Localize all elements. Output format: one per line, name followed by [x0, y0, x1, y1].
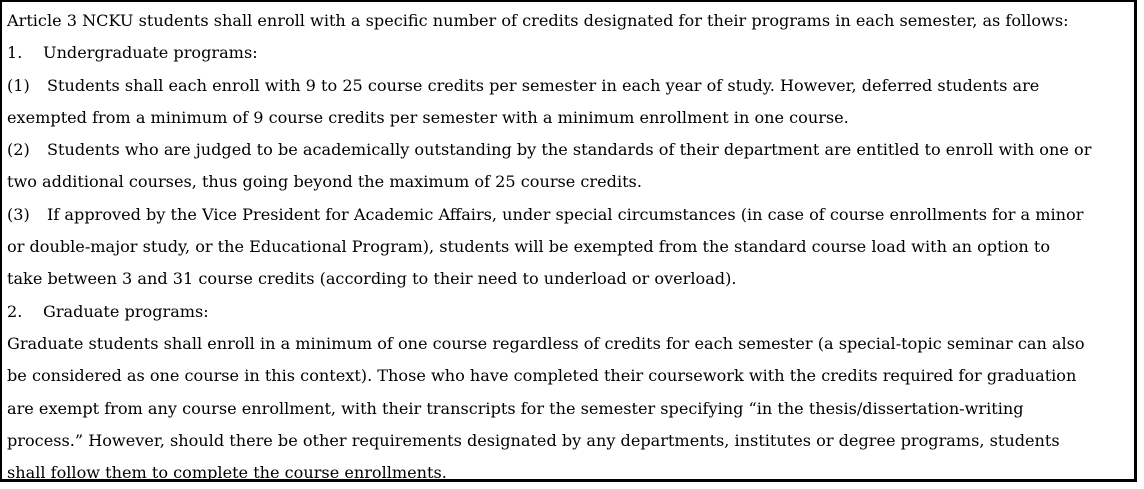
graduate-line-1: Graduate students shall enroll in a minimum of one course regardless of credits for each semester (a special-topic seminar can also [7, 333, 1085, 353]
sub-item-number: (1) [7, 75, 30, 95]
item-heading: Graduate programs: [43, 301, 209, 321]
sub-item-text: If approved by the Vice President for Academic Affairs, under special circumstances (in case of course enrollments for a minor [47, 204, 1084, 224]
article-intro: Article 3 NCKU students shall enroll with a specific number of credits designated for their programs in each semester, as follows: [7, 11, 1069, 30]
sub-item-3-line-3: take between 3 and 31 course credits (according to their need to underload or overload). [7, 269, 737, 289]
sub-item-number: (3) [7, 204, 30, 224]
item-graduate [7, 296, 1135, 328]
item-heading: Undergraduate programs: [43, 43, 258, 63]
sub-item-text: Students who are judged to be academically outstanding by the standards of their department are entitled to enroll with one or [47, 140, 1092, 160]
article-text [7, 5, 1135, 489]
sub-item-3-line-1 [7, 199, 1135, 231]
sub-item-1-line-2: exempted from a minimum of 9 course credits per semester with a minimum enrollment in one course. [7, 107, 849, 127]
graduate-line-2: be considered as one course in this context). Those who have completed their coursework with the credits required for graduation [7, 366, 1077, 386]
sub-item-number: (2) [7, 140, 30, 160]
item-number: 2. [7, 301, 23, 321]
graduate-line-3: are exempt from any course enrollment, with their transcripts for the semester specifying “in the thesis/dissertation-writing [7, 398, 1024, 418]
graduate-line-5: shall follow them to complete the course enrollments. [7, 463, 447, 483]
sub-item-2-line-1 [7, 134, 1135, 166]
sub-item-3-line-2: or double-major study, or the Educational Program), students will be exempted from the standard course load with an option to [7, 237, 1051, 257]
sub-item-text: Students shall each enroll with 9 to 25 course credits per semester in each year of study. However, deferred students are [47, 75, 1040, 95]
item-number: 1. [7, 43, 23, 63]
sub-item-1-line-1 [7, 70, 1135, 102]
sub-item-2-line-2: two additional courses, thus going beyond the maximum of 25 course credits. [7, 172, 642, 192]
item-undergraduate [7, 37, 1135, 69]
graduate-line-4: process.” However, should there be other requirements designated by any departments, institutes or degree programs, students [7, 430, 1060, 450]
